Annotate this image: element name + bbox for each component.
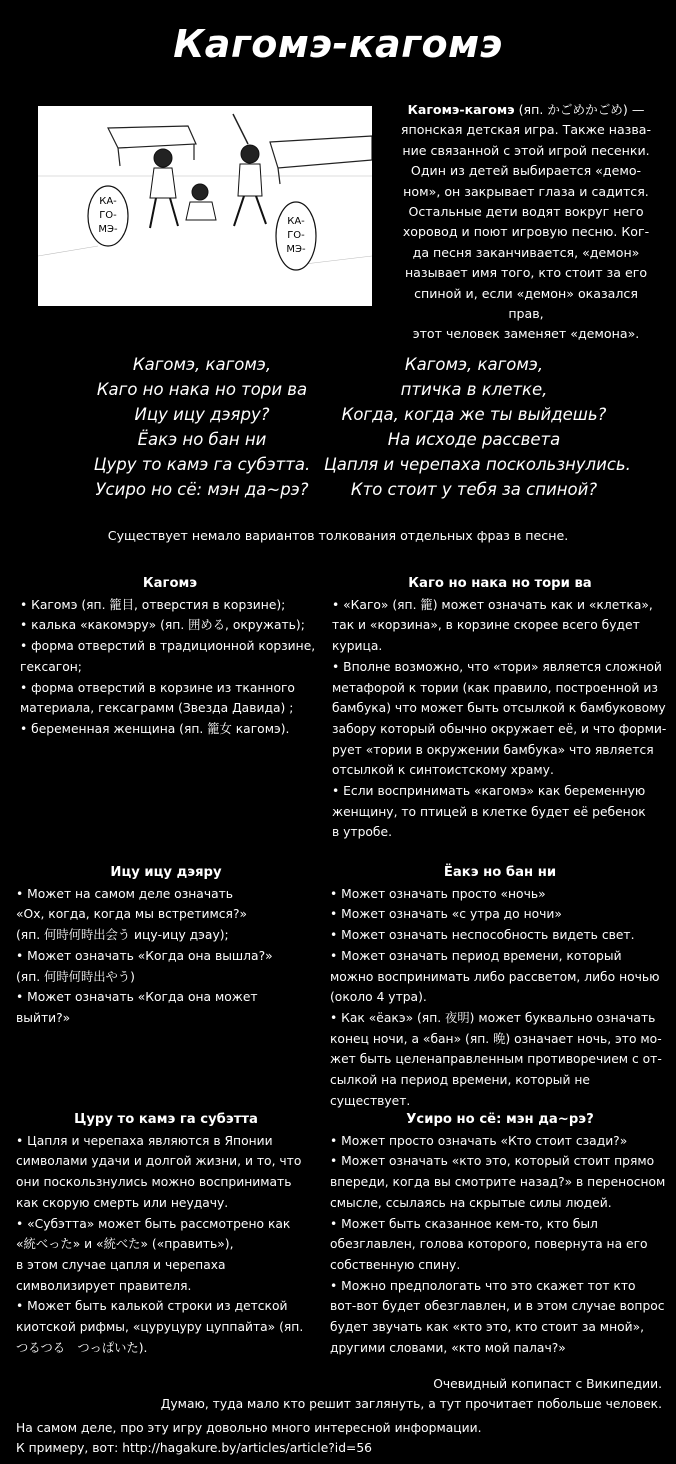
intro-line: называет имя того, кто стоит за его <box>404 265 648 281</box>
footer-line-3: На самом деле, про эту игру довольно много интересной информации. <box>16 1421 482 1435</box>
intro-line: ном», он закрывает глаза и садится. <box>403 183 649 199</box>
section-line: • Может быть калькой строки из детской <box>16 1299 288 1314</box>
section-line: так и «корзина», в корзине скорее всего будет <box>332 618 640 633</box>
section-line: • Может означать «Когда она может <box>16 990 258 1005</box>
footer-note <box>161 1374 662 1414</box>
intro-line: ние связанной с этой игрой песенки. <box>402 142 650 158</box>
section-heading: Усиро но сё: мэн да~рэ? <box>406 1112 594 1127</box>
section-line: (яп. 何時何時出会う ицу-ицу дэау); <box>16 928 229 943</box>
poem-translation-line: Кагомэ, кагомэ, <box>404 355 544 374</box>
section-line: в этом случае цапля и черепаха <box>16 1257 226 1272</box>
section-line: киотской рифмы, «цуруцуру цуппайта» (яп. <box>16 1320 304 1335</box>
section-kagome <box>20 574 320 740</box>
page-title: Кагомэ-кагомэ <box>173 22 503 66</box>
section-line: другими словами, «кто мой палач?» <box>330 1340 566 1355</box>
section-yoake <box>330 863 670 1111</box>
section-line: гексагон; <box>20 659 82 674</box>
bubble-left-line-1: КА- <box>99 196 117 207</box>
poem-original <box>52 352 352 502</box>
section-kago <box>332 574 668 843</box>
section-line: отсылкой к синтоистскому храму. <box>332 763 554 778</box>
section-line: つるつる つっぱいた). <box>16 1340 148 1355</box>
section-line: сылкой на период времени, который не существует. <box>330 1073 590 1108</box>
bubble-right-line-3: МЭ- <box>286 244 306 255</box>
section-line: рует «тории в окружении бамбука» что является <box>332 742 654 757</box>
section-line: • Можно предпологать что это скажет тот кто <box>330 1278 636 1293</box>
poem-original-line: Ёакэ но бан ни <box>137 430 267 449</box>
section-line: обезглавлен, голова которого, повернута на его <box>330 1237 648 1252</box>
section-line: • Как «ёакэ» (яп. 夜明) может буквально означать <box>330 1010 656 1025</box>
section-heading: Кагомэ <box>142 576 198 591</box>
section-ushiro <box>330 1110 670 1358</box>
section-heading: Цуру то камэ га субэтта <box>74 1112 258 1127</box>
poem-translation-line: Цапля и черепаха поскользнулись. <box>324 455 631 474</box>
section-heading: Ицу ицу дэяру <box>110 865 222 880</box>
intro-line: хоровод и поют игровую песню. Ког- <box>402 224 650 240</box>
intro-line: спиной и, если «демон» оказался прав, <box>414 285 638 322</box>
section-tsuru <box>16 1110 316 1358</box>
section-line: • «Каго» (яп. 籠) может означать как и «клетка», <box>332 597 653 612</box>
section-line: можно воспринимать либо рассветом, либо ночью <box>330 969 660 984</box>
section-line: конец ночи, а «бан» (яп. 晩) означает ночь, это мо- <box>330 1031 662 1046</box>
footer-line-1: Очевидный копипаст с Википедии. <box>433 1377 662 1391</box>
section-line: • форма отверстий в традиционной корзине, <box>20 639 316 654</box>
section-line: как скорую смерть или неудачу. <box>16 1195 229 1210</box>
intro-line: (яп. かごめかごめ) — <box>514 102 645 117</box>
section-line: • Может означать «кто это, который стоит прямо <box>330 1154 655 1169</box>
section-line: • Если воспринимать «кагомэ» как беременную <box>332 784 646 799</box>
poem-original-line: Ицу ицу дэяру? <box>134 405 270 424</box>
intro-line: Один из детей выбирается «демо- <box>410 163 642 179</box>
bubble-right-line-2: ГО- <box>287 230 305 241</box>
section-heading: Ёакэ но бан ни <box>443 865 557 880</box>
poem-original-line: Кагомэ, кагомэ, <box>132 355 272 374</box>
section-line: символами удачи и долгой жизни, и то, что <box>16 1154 302 1169</box>
section-line: собственную спину. <box>330 1257 461 1272</box>
section-line: • калька «какомэру» (яп. 囲める, окружать); <box>20 618 305 633</box>
section-line: • Может быть сказанное кем-то, кто был <box>330 1216 598 1231</box>
section-line: • Цапля и черепаха являются в Японии <box>16 1133 273 1148</box>
section-line: смысле, ссылаясь на скрытые силы людей. <box>330 1195 612 1210</box>
section-line: выйти?» <box>16 1010 71 1025</box>
poem-translation-line: Когда, когда же ты выйдешь? <box>341 405 607 424</box>
section-line: вот-вот будет обезглавлен, и в этом случае вопрос <box>330 1299 665 1314</box>
intro-paragraph <box>398 100 654 345</box>
footer-info <box>16 1418 482 1458</box>
section-line: • Может означать «с утра до ночи» <box>330 907 562 922</box>
section-line: (около 4 утра). <box>330 990 427 1005</box>
section-heading: Каго но нака но тори ва <box>408 576 592 591</box>
poem-translation-line: птичка в клетке, <box>400 380 548 399</box>
intro-term: Кагомэ-кагомэ <box>407 102 515 117</box>
poem-original-line: Усиро но сё: мэн да~рэ? <box>95 480 309 499</box>
footer-line-2: Думаю, туда мало кто решит заглянуть, а тут прочитает побольше человек. <box>160 1397 662 1411</box>
manga-illustration <box>38 106 372 306</box>
section-line: «Ох, когда, когда мы встретимся?» <box>16 907 247 922</box>
children-playing-image <box>38 106 372 306</box>
poem-translation-line: На исходе рассвета <box>387 430 561 449</box>
section-line: курица. <box>332 639 383 654</box>
section-line: впереди, когда вы смотрите назад?» в переносном <box>330 1175 666 1190</box>
intro-line: японская детская игра. Также назва- <box>400 122 652 138</box>
section-line: жет быть целенаправленным противоречием с от- <box>330 1052 662 1067</box>
poem-original-line: Каго но нака но тори ва <box>96 380 308 399</box>
section-line: • Вполне возможно, что «тори» является сложной <box>332 659 662 674</box>
section-line: • Может означать просто «ночь» <box>330 886 546 901</box>
section-line: в утробе. <box>332 825 392 840</box>
section-line: женщину, то птицей в клетке будет её ребенок <box>332 804 646 819</box>
section-line: • Может на самом деле означать <box>16 886 234 901</box>
section-line: «統べった» и «統べた» («править»), <box>16 1237 234 1252</box>
bubble-left-line-3: МЭ- <box>98 224 118 235</box>
poem-translation-line: Кто стоит у тебя за спиной? <box>350 480 598 499</box>
section-line: • «Субэтта» может быть рассмотрено как <box>16 1216 291 1231</box>
section-line: они поскользнулись можно воспринимать <box>16 1175 292 1190</box>
section-line: • Может означать период времени, который <box>330 948 622 963</box>
section-line: • форма отверстий в корзине из тканного <box>20 680 295 695</box>
section-line: бамбука) что может быть отсылкой к бамбуковому <box>332 701 666 716</box>
section-line: • Кагомэ (яп. 籠目, отверстия в корзине); <box>20 597 286 612</box>
footer-link[interactable]: К примеру, вот: http://hagakure.by/articles/article?id=56 <box>16 1441 372 1455</box>
section-line: • Может просто означать «Кто стоит сзади?» <box>330 1133 628 1148</box>
section-line: символизирует правителя. <box>16 1278 192 1293</box>
section-line: • Может означать «Когда она вышла?» <box>16 948 273 963</box>
section-line: • беременная женщина (яп. 籠女 кагомэ). <box>20 721 290 736</box>
section-line: забору который обычно окружает её, и что форми- <box>332 721 667 736</box>
intro-line: этот человек заменяет «демона». <box>412 326 640 342</box>
poem-original-line: Цуру то камэ га субэтта. <box>93 455 311 474</box>
intro-line: да песня заканчивается, «демон» <box>412 244 640 260</box>
bubble-left-line-2: ГО- <box>99 210 117 221</box>
section-line: материала, гексаграмм (Звезда Давида) ; <box>20 701 294 716</box>
variants-note: Существует немало вариантов толкования отдельных фраз в песне. <box>107 528 569 543</box>
section-itsu <box>16 863 316 1029</box>
bubble-right-line-1: КА- <box>287 216 305 227</box>
section-line: метафорой к тории (как правило, построенной из <box>332 680 658 695</box>
poem-translation <box>324 352 631 502</box>
intro-line: Остальные дети водят вокруг него <box>408 204 644 220</box>
section-line: • Может означать неспособность видеть свет. <box>330 928 635 943</box>
section-line: (яп. 何時何時出やう) <box>16 969 135 984</box>
section-line: будет звучать как «кто это, кто стоит за мной», <box>330 1320 645 1335</box>
